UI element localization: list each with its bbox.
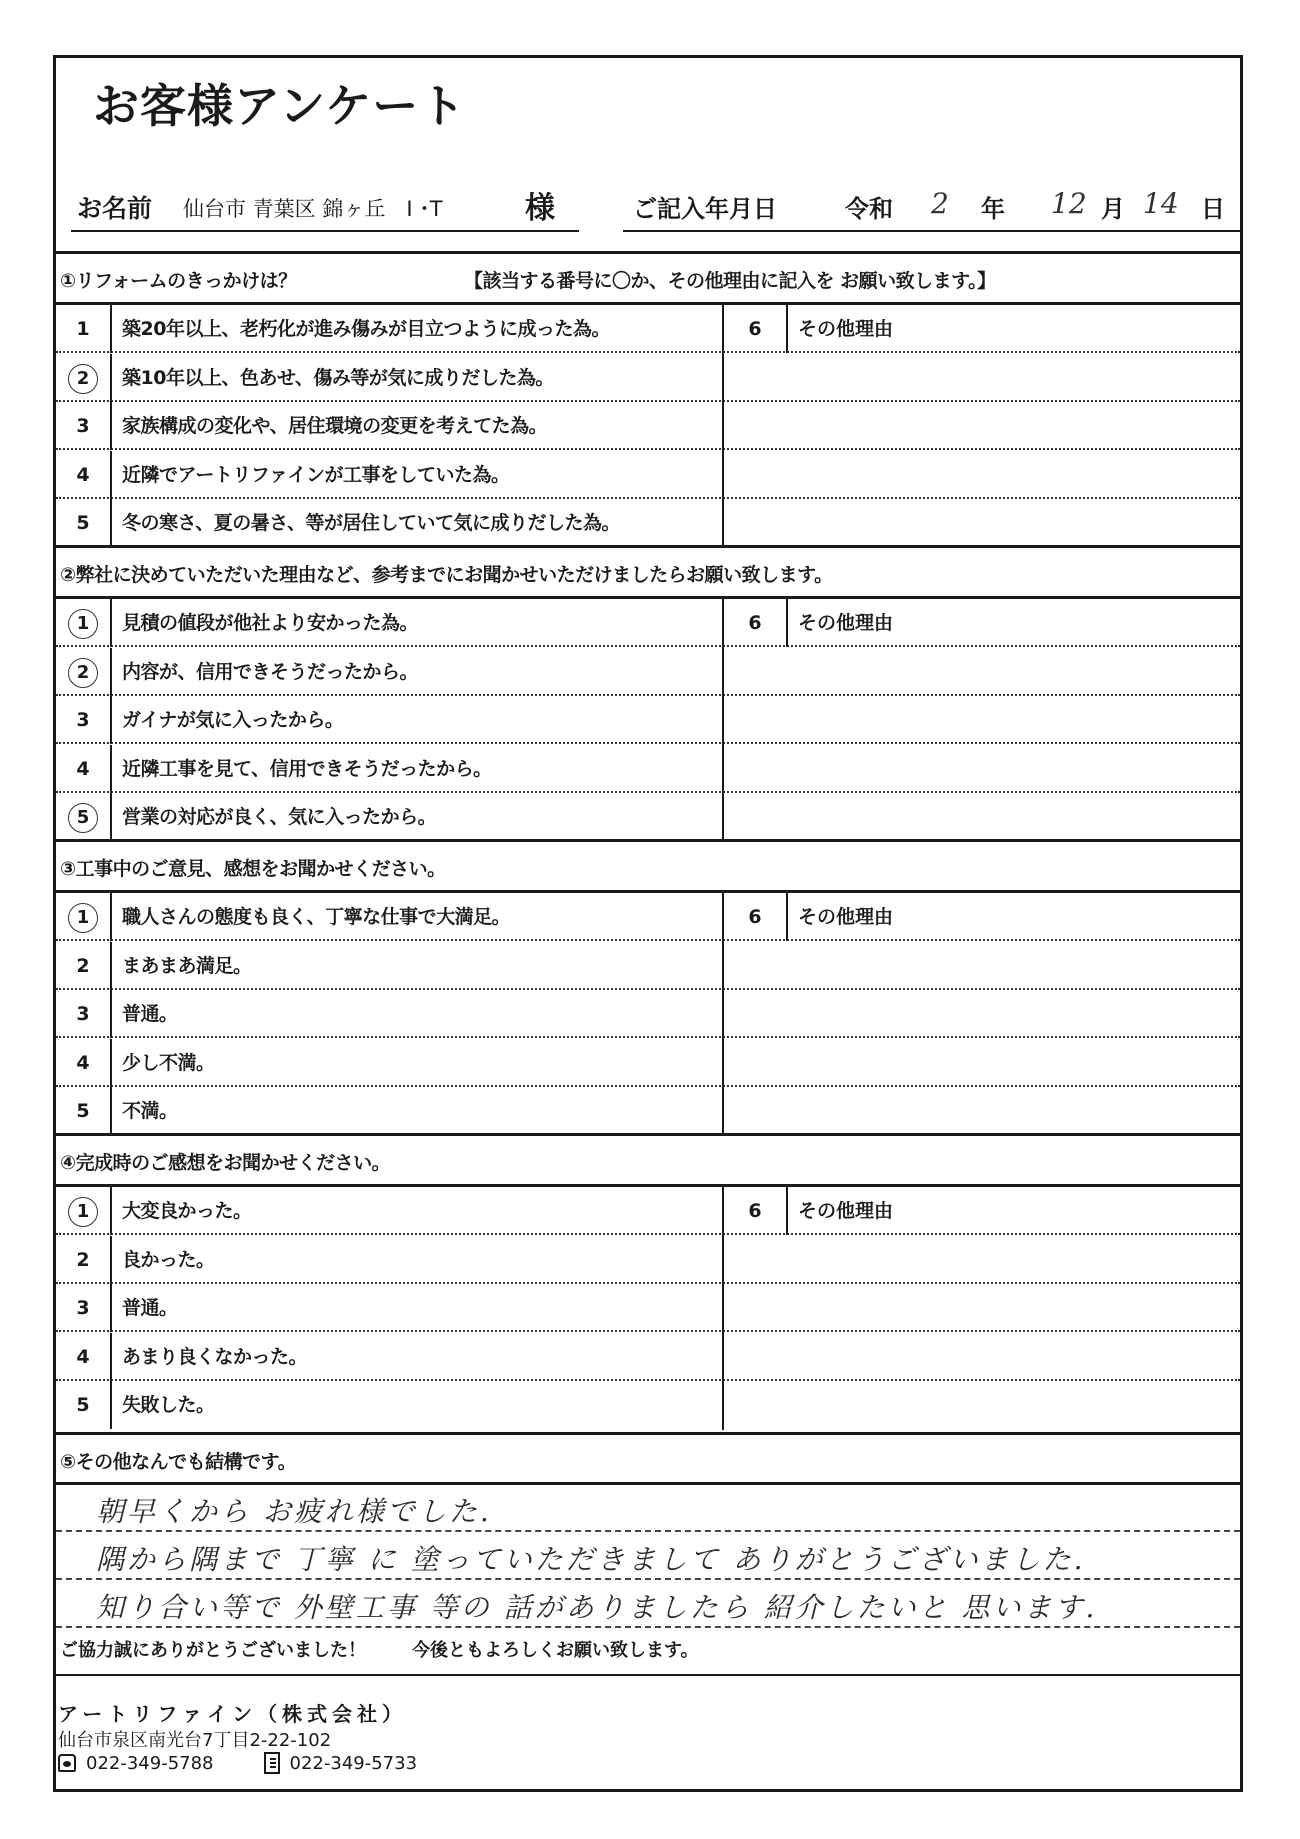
other-reason-label: その他理由 <box>798 906 894 928</box>
option-text: あまり良くなかった。 <box>122 1345 308 1368</box>
option-number-label: 2 <box>76 954 90 977</box>
tel-number: 022-349-5788 <box>86 1752 214 1774</box>
other-reason-label: その他理由 <box>798 1200 894 1222</box>
option-text: 大変良かった。 <box>122 1200 252 1222</box>
option-number-label: 1 <box>68 609 98 639</box>
option-number-label: 3 <box>76 415 90 438</box>
option-number-label: 2 <box>68 658 98 688</box>
option-number[interactable] <box>56 696 112 744</box>
option-number[interactable] <box>56 499 112 547</box>
other-reason-number[interactable]: 6 <box>724 305 788 353</box>
option-number-label: 2 <box>68 364 98 394</box>
option-text: 職人さんの態度も良く、丁寧な仕事で大満足。 <box>122 906 511 928</box>
section-4-options <box>56 1184 1240 1427</box>
option-text: まあまあ満足。 <box>122 954 252 977</box>
thanks-message: ご協力誠にありがとうございました！ <box>60 1640 366 1661</box>
instruction-note: 【該当する番号に〇か、その他理由に記入を お願い致します。】 <box>464 270 996 292</box>
option-number-circled[interactable] <box>56 1187 112 1235</box>
other-reason-number[interactable]: 6 <box>724 599 788 647</box>
fax-number: 022-349-5733 <box>289 1752 418 1774</box>
section-1-question: ①リフォームのきっかけは？ <box>60 270 297 292</box>
other-reason-number[interactable]: 6 <box>724 1187 788 1235</box>
comment-line-2: 隅から隅まで 丁寧 に 塗っていただきまして ありがとうございました. <box>96 1543 1086 1576</box>
company-address: 仙台市泉区南光台7丁目2-22-102 <box>58 1730 332 1751</box>
option-number-label: 1 <box>68 903 98 933</box>
option-text: ガイナが気に入ったから。 <box>122 709 344 732</box>
option-number-circled[interactable] <box>56 354 112 402</box>
option-number[interactable] <box>56 1236 112 1284</box>
other-reason-input[interactable] <box>724 354 1240 548</box>
option-number-label: 5 <box>76 512 90 535</box>
section-5-header <box>56 1432 1240 1482</box>
other-reason-input[interactable] <box>724 1236 1240 1430</box>
option-row[interactable] <box>56 1187 1240 1235</box>
company-contact <box>58 1752 417 1774</box>
option-number[interactable] <box>56 942 112 990</box>
comment-line-1: 朝早くから お疲れ様でした. <box>96 1495 492 1528</box>
form-title: お客様アンケート <box>93 79 467 133</box>
telephone-icon <box>58 1754 76 1772</box>
option-number-label: 4 <box>76 1345 90 1368</box>
section-1-options <box>56 302 1240 545</box>
other-reason-input[interactable] <box>724 942 1240 1136</box>
option-number-label: 3 <box>76 1003 90 1026</box>
option-number-label: 5 <box>76 1394 90 1417</box>
section-2-header <box>56 545 1240 595</box>
name-value: 仙台市 青葉区 錦ヶ丘 I ･T <box>183 197 443 221</box>
date-month: 12 <box>1051 187 1087 220</box>
option-row[interactable] <box>56 599 1240 647</box>
other-reason-number[interactable]: 6 <box>724 893 788 941</box>
option-number-label: 5 <box>68 803 98 833</box>
option-number-label: 3 <box>76 709 90 732</box>
option-number[interactable] <box>56 1284 112 1332</box>
option-number-label: 4 <box>76 757 90 780</box>
date-day: 14 <box>1143 187 1179 220</box>
footer-divider <box>56 1674 1240 1676</box>
section-3-question: ③工事中のご意見、感想をお聞かせください。 <box>60 858 446 880</box>
option-text: 内容が、信用できそうだったから。 <box>122 660 419 683</box>
option-number-label: 3 <box>76 1297 90 1320</box>
option-number-label: 1 <box>76 318 90 340</box>
option-number-label: 1 <box>68 1197 98 1227</box>
section-4-header <box>56 1133 1240 1183</box>
option-text: 普通。 <box>122 1003 178 1026</box>
option-number-label: 4 <box>76 1051 90 1074</box>
section-5-question: ⑤その他なんでも結構です。 <box>60 1451 297 1473</box>
option-number[interactable] <box>56 1087 112 1135</box>
writing-line <box>56 1578 1240 1580</box>
option-text: 不満。 <box>122 1100 178 1123</box>
section-1-header <box>56 251 1240 301</box>
option-number-circled[interactable] <box>56 648 112 696</box>
date-year-unit: 年 <box>981 195 1005 223</box>
option-text: 営業の対応が良く、気に入ったから。 <box>122 806 437 829</box>
option-number[interactable] <box>56 1333 112 1381</box>
option-row[interactable] <box>56 305 1240 353</box>
option-text: 冬の寒さ、夏の暑さ、等が居住していて気に成りだした為。 <box>122 512 620 535</box>
option-text: 良かった。 <box>122 1248 215 1271</box>
option-number[interactable] <box>56 1039 112 1087</box>
section-2-options <box>56 596 1240 839</box>
date-field[interactable] <box>623 183 1243 232</box>
fax-icon <box>264 1752 280 1774</box>
option-text: 普通。 <box>122 1297 178 1320</box>
writing-line <box>56 1530 1240 1532</box>
section-2-question: ②弊社に決めていただいた理由など、参考までにお聞かせいただけましたらお願い致します。 <box>60 564 833 586</box>
option-number-label: 5 <box>76 1100 90 1123</box>
option-number-label: 4 <box>76 463 90 486</box>
option-number-circled[interactable] <box>56 793 112 841</box>
option-text: 少し不満。 <box>122 1051 215 1074</box>
option-number[interactable] <box>56 745 112 793</box>
section-4-question: ④完成時のご感想をお聞かせください。 <box>60 1152 391 1174</box>
divider <box>56 1482 1240 1485</box>
option-text: 見積の値段が他社より安かった為。 <box>122 612 419 634</box>
section-3-header <box>56 839 1240 889</box>
option-number[interactable] <box>56 451 112 499</box>
name-label: お名前 <box>77 194 153 223</box>
option-text: 家族構成の変化や、居住環境の変更を考えてた為。 <box>122 415 548 438</box>
option-number[interactable] <box>56 305 112 353</box>
date-year: 2 <box>931 187 949 220</box>
survey-form <box>53 55 1243 1792</box>
name-field[interactable] <box>71 183 579 232</box>
date-era: 令和 <box>845 195 893 223</box>
date-label: ご記入年月日 <box>633 195 777 223</box>
other-reason-label: その他理由 <box>798 318 894 340</box>
other-reason-label: その他理由 <box>798 612 894 634</box>
option-number[interactable] <box>56 1381 112 1429</box>
comment-line-3: 知り合い等で 外壁工事 等の 話がありましたら 紹介したいと 思います. <box>96 1591 1098 1624</box>
option-text: 築20年以上、老朽化が進み傷みが目立つように成った為。 <box>122 318 610 340</box>
option-text: 近隣工事を見て、信用できそうだったから。 <box>122 757 492 780</box>
other-reason-input[interactable] <box>724 648 1240 842</box>
option-number[interactable] <box>56 990 112 1038</box>
company-name: アートリファイン（株式会社） <box>58 1702 407 1726</box>
option-number[interactable] <box>56 402 112 450</box>
option-number-circled[interactable] <box>56 599 112 647</box>
option-text: 失敗した。 <box>122 1394 215 1417</box>
date-month-unit: 月 <box>1101 195 1125 223</box>
writing-line <box>56 1626 1240 1628</box>
section-3-options <box>56 890 1240 1133</box>
name-honorific: 様 <box>525 191 555 226</box>
option-number-label: 2 <box>76 1248 90 1271</box>
date-day-unit: 日 <box>1201 195 1225 223</box>
closing-message: 今後ともよろしくお願い致します。 <box>412 1640 699 1661</box>
option-number-circled[interactable] <box>56 893 112 941</box>
option-text: 近隣でアートリファインが工事をしていた為。 <box>122 463 510 486</box>
option-text: 築10年以上、色あせ、傷み等が気に成りだした為。 <box>122 366 554 389</box>
option-row[interactable] <box>56 893 1240 941</box>
